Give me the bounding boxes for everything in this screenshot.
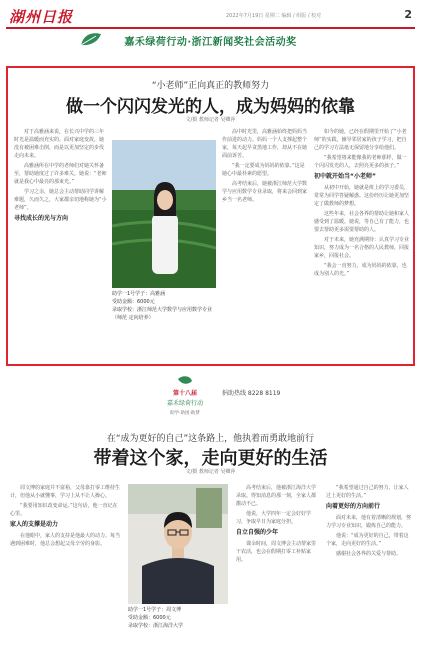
article-column: 如今的她，已经在假期里开始了“小老师”的实践，辅导邻居家的孩子学习，把自己的学习方法毫无保留地分享给他们。 “我希望将来能像我的老师那样，做一个闪闪发光的人，去照亮更多的孩子。” 初中就开始当“小老师” 从初中开始，她就是班上的学习委员，常常为同学答疑解惑。这份经历让她更加坚定了做教师的梦想。 这些年来，社会各界的帮助让她和家人感受到了温暖。她说，等自己有了能力，也要去帮助更多需要帮助的人。 对于未来，她充满期待：认真学习专业知识，努力成为一名合格的人民教师，回报家乡，回报社会。 “我会一直努力，成为妈妈的依靠，也成为别人的光。” xyxy=(314,129,410,277)
subheading: 自立自强的少年 xyxy=(236,529,279,536)
student-photo xyxy=(112,140,216,288)
subheading: 家人的支撑是动力 xyxy=(10,521,59,528)
article-column: 周文博的家庭并不富裕，父母靠打零工维持生计，但他从小就懂事，学习上从不让人操心。 “我要用知识改变命运。”这句话，他一直记在心里。 家人的支撑是动力 在他眼中，家人的支持是他最大的动力。每当遇到困难时，他总会想起父母辛劳的身影。 xyxy=(10,485,121,547)
article-kicker: 在“成为更好的自己”这条路上，他执着而勇敢地前行 xyxy=(106,434,315,444)
article-column: 对于高雅涵来说，在长兴中学的三年时光是温暖而充实的。面对家庭变故，她没有被困难击倒，而是以更加坚定的步伐走向未来。 高雅涵所在中学的老师们对她关怀备至，帮助她度过了许多难关。她说：“老师就是我心中最亮的那束光。” 学习之余，她总会主动帮助同学讲解难题，久而久之，大家都亲切地称她为“小老师”。 寻找成长的光与方向 xyxy=(14,129,107,222)
newspaper-logo: 湖州日报 xyxy=(9,8,74,26)
article-kicker: “小老师”正向真正的教师努力 xyxy=(151,81,270,91)
page-number: 2 xyxy=(404,8,412,21)
campaign-badge xyxy=(156,375,214,419)
badge-subtitle: 嘉禾绿荷行动 xyxy=(166,400,204,407)
article-column: 高考结束后，他被浙江海洋大学录取。得知消息的那一刻，全家人都激动不已。 他说，大学四年一定会好好学习，争取早日为家庭分担。 自立自强的少年 课余时间，周文博会主动帮家里干农活，也会在假期打零工补贴家用。 xyxy=(236,484,320,668)
article-column: “我希望通过自己的努力，让家人过上更好的生活。” 向着更好的方向前行 面对未来，他有着清晰的规划，努力学习专业知识，锻炼自己的能力。 他说：“成为更好的自己，带着这个家，走向更好的生活。” 感谢社会各界的关爱与帮助。 xyxy=(326,485,412,557)
subheading: 向着更好的方向前行 xyxy=(326,503,381,510)
issue-meta: 2022年7月19日 星期二 编辑 / 组版 / 校对 xyxy=(226,13,322,19)
top-article xyxy=(6,66,415,366)
photo-caption: 助学一1号学子：周文博 受助金额：6000元 录取学校：浙江海洋大学 xyxy=(128,607,184,629)
article-byline: 文/摄 教师记者 吴卿萍 xyxy=(185,469,236,475)
donation-hotline: 捐助热线 8228 8119 xyxy=(222,390,281,397)
badge-title: 第十八届 xyxy=(172,390,198,397)
subheading: 寻找成长的光与方向 xyxy=(14,215,69,222)
article-byline: 文/摄 教师记者 吴卿萍 xyxy=(185,117,236,123)
badge-tagline: 助学·助困·助梦 xyxy=(170,411,200,416)
article-headline: 做一个闪闪发光的人，成为妈妈的依靠 xyxy=(66,97,355,117)
subheading: 初中就开始当“小老师” xyxy=(314,173,376,180)
article-column: 高中时光里，高雅涵始终把妈妈当作前进的动力。妈妈一个人支撑起整个家，每天起早贪黑地工作，却从不在她面前诉苦。 “我一定要成为妈妈的依靠。”这是她心中最朴素的愿望。 高考结束后，她被浙江师范大学数学与应用数学专业录取，将来会回到家乡当一名老师。 xyxy=(222,129,308,203)
student-photo xyxy=(128,484,228,604)
article-headline: 带着这个家，走向更好的生活 xyxy=(93,448,328,469)
masthead-rule xyxy=(6,27,415,29)
section-banner: 嘉禾绿荷行动·浙江新闻奖社会活动奖 xyxy=(124,37,297,48)
photo-caption: 助学一1号学子：高雅涵 受助金额：6000元 录取学校：浙江师范大学数学与应用数学专业（师范 定向培养） xyxy=(112,291,213,321)
masthead xyxy=(0,0,421,32)
